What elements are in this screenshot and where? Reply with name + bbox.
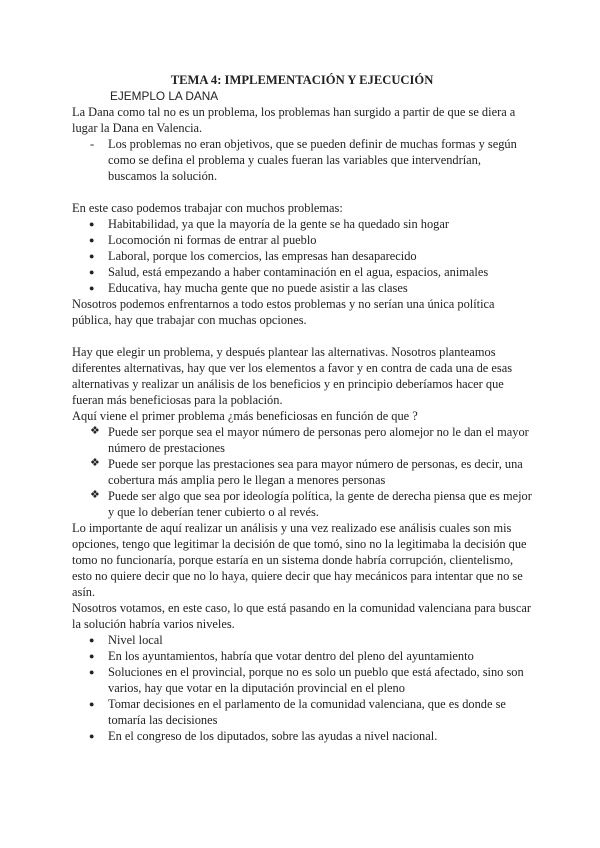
list-item bbox=[72, 264, 532, 280]
bullet-icon: ● bbox=[89, 251, 95, 261]
bullet-icon: ● bbox=[89, 283, 95, 293]
list-item bbox=[72, 648, 532, 664]
list-item bbox=[72, 456, 532, 488]
dash-marker: - bbox=[90, 137, 95, 151]
intro-dash-list bbox=[72, 136, 532, 184]
list-item bbox=[72, 424, 532, 456]
list-item-text: Puede ser algo que sea por ideología política, la gente de derecha piensa que es mejor y que lo deberían tener cubierto o al revés. bbox=[108, 489, 532, 519]
list-item bbox=[72, 664, 532, 696]
bullet-icon: ● bbox=[89, 731, 95, 741]
problems-list bbox=[72, 216, 532, 296]
list-item bbox=[72, 216, 532, 232]
list-item-text: Salud, está empezando a haber contaminación en el agua, espacios, animales bbox=[108, 265, 489, 279]
diamond-bullet-icon: ❖ bbox=[90, 457, 100, 469]
analysis-paragraph: Lo importante de aquí realizar un análisis y una vez realizado ese análisis cuales son mis opciones, tengo que legitimar la decisión de que tomó, sino no la legitimaba la decisión que tomo no funcionaría, porque estaría en un sistema donde habría corrupción, clientelismo, esto no quiere decir que no lo haya, quiere decir que hay mecánicos para intentar que no se asín. bbox=[72, 521, 527, 599]
vote-intro: Nosotros votamos, en este caso, lo que está pasando en la comunidad valenciana para buscar la solución habría varios niveles. bbox=[72, 601, 531, 631]
list-item-text: Tomar decisiones en el parlamento de la comunidad valenciana, que es donde se tomaría las decisiones bbox=[108, 697, 506, 727]
list-item-text: En los ayuntamientos, habría que votar dentro del pleno del ayuntamiento bbox=[108, 649, 474, 663]
levels-list bbox=[72, 632, 532, 744]
bullet-icon: ● bbox=[89, 699, 95, 709]
list-item-text: Puede ser porque las prestaciones sea para mayor número de personas, es decir, una cobertura más amplia pero le llegan a menores personas bbox=[108, 457, 523, 487]
list-item-text: Nivel local bbox=[108, 633, 163, 647]
list-item-text: Puede ser porque sea el mayor número de personas pero alomejor no le dan el mayor número de prestaciones bbox=[108, 425, 529, 455]
list-item bbox=[72, 488, 532, 520]
list-item-text: Soluciones en el provincial, porque no es solo un pueblo que está afectado, sino son varios, hay que votar en la diputación provincial en el pleno bbox=[108, 665, 524, 695]
list-item bbox=[72, 632, 532, 648]
alternatives-section bbox=[72, 344, 532, 600]
options-list bbox=[72, 424, 532, 520]
list-item-text: Laboral, porque los comercios, las empresas han desaparecido bbox=[108, 249, 417, 263]
list-item bbox=[72, 232, 532, 248]
list-item bbox=[72, 696, 532, 728]
list-item-text: En el congreso de los diputados, sobre las ayudas a nivel nacional. bbox=[108, 729, 438, 743]
question-line: Aquí viene el primer problema ¿más beneficiosas en función de que ? bbox=[72, 409, 418, 423]
bullet-icon: ● bbox=[89, 267, 95, 277]
dash-item-text: Los problemas no eran objetivos, que se pueden definir de muchas formas y según como se defina el problema y cuales fueran las variables que intervendrían, buscamos la solución. bbox=[108, 137, 517, 183]
diamond-bullet-icon: ❖ bbox=[90, 425, 100, 437]
list-item-text: Educativa, hay mucha gente que no puede asistir a las clases bbox=[108, 281, 408, 295]
bullet-icon: ● bbox=[89, 667, 95, 677]
list-item bbox=[72, 728, 532, 744]
intro-paragraph: La Dana como tal no es un problema, los problemas han surgido a partir de que se diera a lugar la Dana en Valencia. bbox=[72, 105, 516, 135]
bullet-icon: ● bbox=[89, 219, 95, 229]
intro-section bbox=[72, 104, 532, 184]
problems-section bbox=[72, 200, 532, 328]
list-item-text: Habitabilidad, ya que la mayoría de la gente se ha quedado sin hogar bbox=[108, 217, 449, 231]
problems-outro: Nosotros podemos enfrentarnos a todo estos problemas y no serían una única política pública, hay que trabajar con muchas opciones. bbox=[72, 297, 495, 327]
page-title: TEMA 4: IMPLEMENTACIÓN Y EJECUCIÓN bbox=[170, 73, 434, 87]
bullet-icon: ● bbox=[89, 235, 95, 245]
bullet-icon: ● bbox=[89, 651, 95, 661]
voting-section bbox=[72, 600, 532, 744]
problems-intro: En este caso podemos trabajar con muchos problemas: bbox=[72, 201, 343, 215]
list-item bbox=[72, 248, 532, 264]
list-item-text: Locomoción ni formas de entrar al pueblo bbox=[108, 233, 317, 247]
page-subtitle: EJEMPLO LA DANA bbox=[110, 89, 219, 103]
diamond-bullet-icon: ❖ bbox=[90, 489, 100, 501]
bullet-icon: ● bbox=[89, 635, 95, 645]
list-item bbox=[72, 280, 532, 296]
choose-paragraph: Hay que elegir un problema, y después plantear las alternativas. Nosotros planteamos diferentes alternativas, hay que ver los elementos a favor y en contra de cada una de esas alternativas y realizar un análisis de los beneficios y en principio deberíamos hacer que fueran más beneficiosas para la población. bbox=[72, 345, 513, 407]
dash-item bbox=[72, 136, 532, 184]
